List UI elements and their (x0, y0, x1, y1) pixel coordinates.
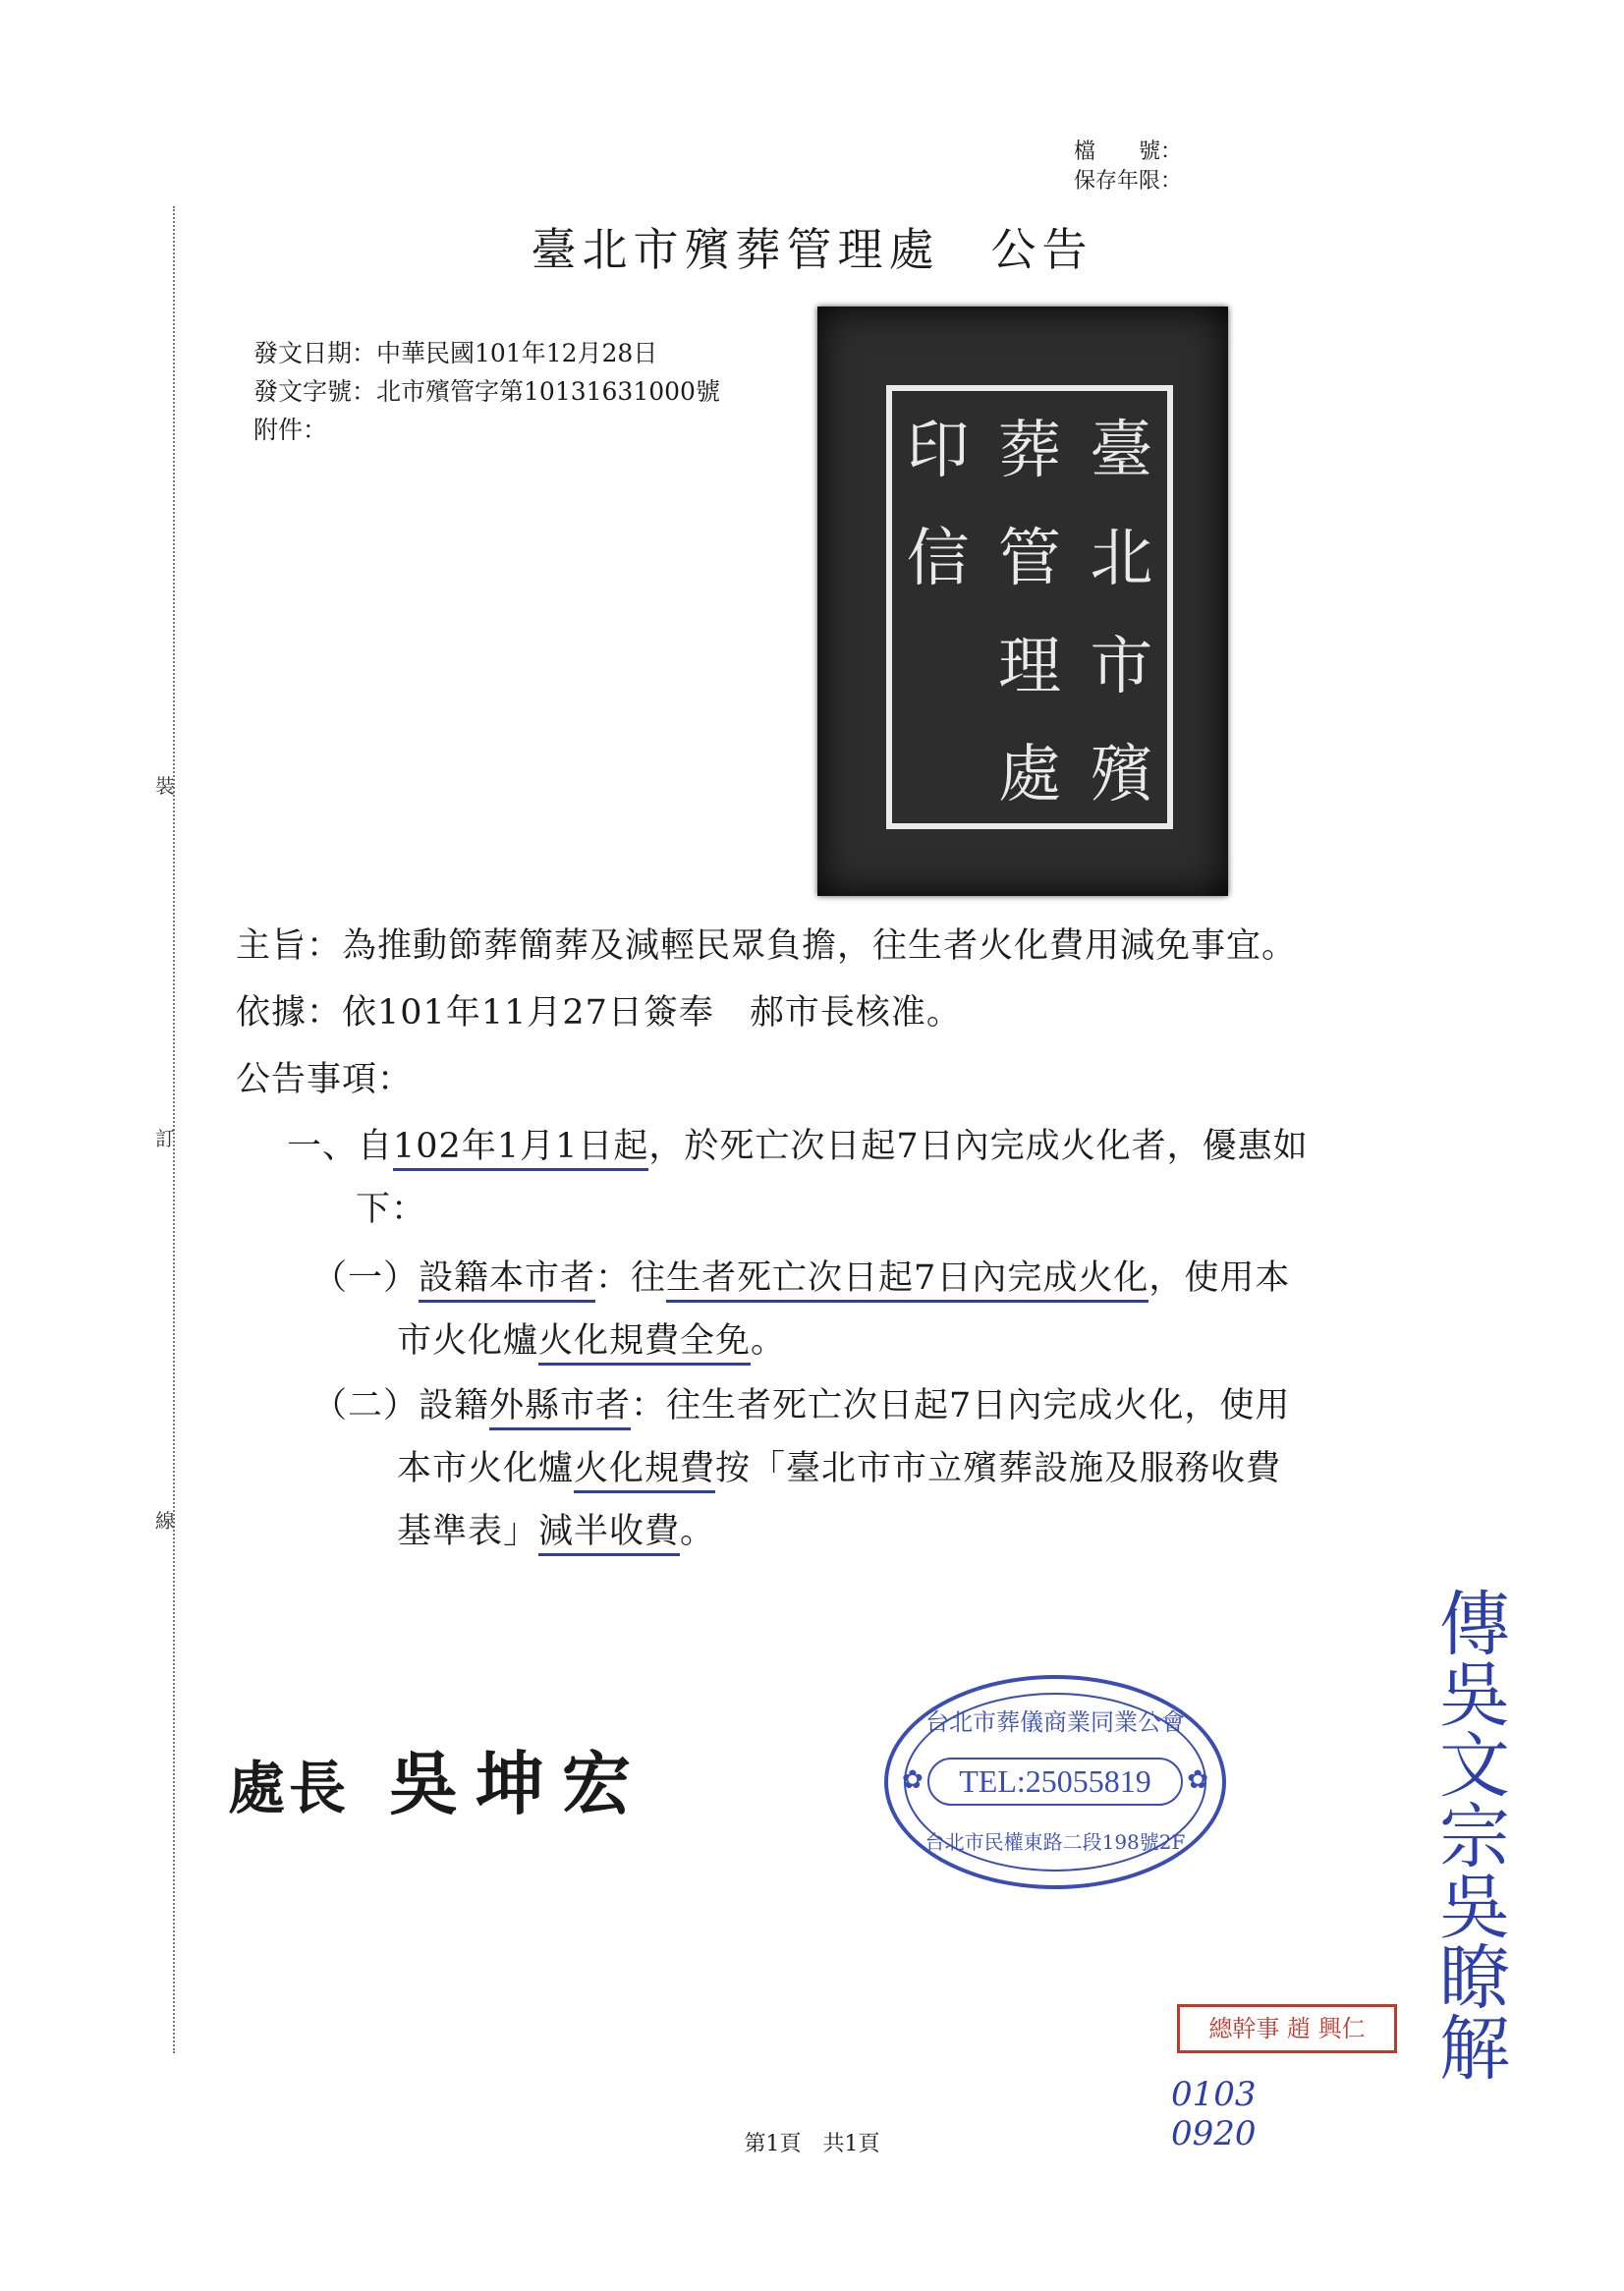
sub-item-2-line2 (397, 1438, 1281, 1499)
seal-char: 市 (1090, 631, 1153, 703)
sub-item-2-line2-c: 按「臺北市市立殯葬設施及服務收費 (715, 1449, 1282, 1488)
archive-info (1074, 138, 1182, 196)
director-signature (228, 1729, 648, 1828)
document-title: 臺北市殯葬管理處 公告 (531, 223, 1093, 276)
sub-item-2-a: 設籍 (419, 1386, 490, 1425)
handwritten-note: 傳吳文宗吳瞭解 (1428, 1587, 1510, 2082)
sub-item-2-line3-a: 基準表」 (397, 1512, 539, 1551)
sub-item-2-line3-c: 。 (680, 1512, 716, 1551)
seal-char: 殯 (1090, 739, 1153, 811)
association-stamp (884, 1675, 1226, 1889)
director-name: 吳坤宏 (389, 1743, 649, 1824)
stamp-phone: TEL:25055819 (927, 1758, 1183, 1806)
sub-item-2 (312, 1375, 1290, 1436)
sub-item-1-fee-waived: 火化規費全免 (538, 1321, 751, 1366)
flower-icon: ✿ (902, 1765, 924, 1795)
item-1 (287, 1116, 1309, 1177)
sub-item-2-line2-a: 本市火化爐 (397, 1449, 575, 1488)
item-1-text: ，於死亡次日起7日內完成火化者，優惠如 (648, 1127, 1309, 1166)
document-number: 發文字號：北市殯管字第10131631000號 (253, 377, 720, 406)
attachment-label: 附件： (253, 416, 328, 444)
item-1-date: 102年1月1日起 (393, 1127, 648, 1171)
sub-item-1-cont (397, 1311, 786, 1371)
seal-char: 葬 (998, 415, 1062, 487)
item-1-prefix: 一、自 (287, 1127, 394, 1166)
item-1-cont: 下： (356, 1190, 427, 1229)
page-number: 第1頁 共1頁 (744, 2132, 880, 2156)
stamp-top-text: 台北市葬儀商業同業公會 (925, 1708, 1185, 1736)
seal-char: 信 (906, 523, 970, 595)
sub-item-2-line3 (397, 1501, 715, 1562)
sub-item-1-cont-c: 。 (751, 1321, 787, 1361)
sub-item-1 (312, 1248, 1290, 1309)
sub-item-2-lead: 外縣市者 (489, 1386, 631, 1430)
sub-item-2-prefix: （二） (312, 1386, 420, 1425)
subject-line (236, 916, 1297, 977)
document-meta (253, 334, 720, 449)
director-role: 處長 (228, 1755, 351, 1821)
binding-char-xian: 線 (155, 1509, 175, 1533)
sub-item-2-c: ：往生者死亡次日起7日內完成火化，使用 (631, 1386, 1291, 1425)
file-number-label: 檔 號： (1073, 140, 1182, 164)
seal-char: 北 (1090, 523, 1153, 595)
basis-prefix: 依據： (236, 993, 343, 1033)
subject-text: 為推動節葬簡葬及減輕民眾負擔，往生者火化費用減免事宜。 (342, 926, 1298, 966)
sub-item-1-lead: 設籍本市者 (419, 1258, 595, 1303)
sub-item-1-end: ，使用本 (1148, 1258, 1291, 1298)
basis-line (236, 982, 962, 1043)
flower-icon: ✿ (1187, 1765, 1208, 1795)
notice-heading: 公告事項： (236, 1060, 414, 1099)
sub-item-1-colon: ：往 (595, 1258, 667, 1298)
binding-char-ding: 訂 (155, 1127, 175, 1150)
seal-char: 管 (998, 523, 1062, 595)
seal-characters (886, 385, 1173, 829)
retention-label: 保存年限： (1073, 169, 1182, 194)
subject-prefix: 主旨： (236, 926, 343, 966)
basis-text: 依101年11月27日簽奉 郝市長核准。 (342, 993, 962, 1033)
seal-char: 理 (998, 631, 1062, 703)
official-seal (817, 307, 1228, 896)
sub-item-1-condition: 生者死亡次日起7日內完成火化 (666, 1258, 1148, 1303)
handwritten-num-1: 0103 (1171, 2075, 1257, 2114)
handwritten-num-2: 0920 (1171, 2114, 1257, 2153)
sub-item-1-prefix: （一） (312, 1258, 420, 1298)
binding-char-zhuang: 裝 (155, 774, 175, 798)
seal-char: 印 (906, 415, 970, 487)
stamp-address: 台北市民權東路二段198號2F (924, 1830, 1186, 1854)
sub-item-1-cont-a: 市火化爐 (397, 1321, 539, 1361)
seal-char: 臺 (1090, 415, 1153, 487)
secretary-stamp: 總幹事 趙 興仁 (1177, 2004, 1397, 2053)
seal-char: 處 (998, 739, 1062, 811)
sub-item-2-fee: 火化規費 (574, 1449, 715, 1493)
issue-date: 發文日期：中華民國101年12月28日 (253, 339, 658, 367)
sub-item-2-half-fee: 減半收費 (538, 1512, 680, 1556)
